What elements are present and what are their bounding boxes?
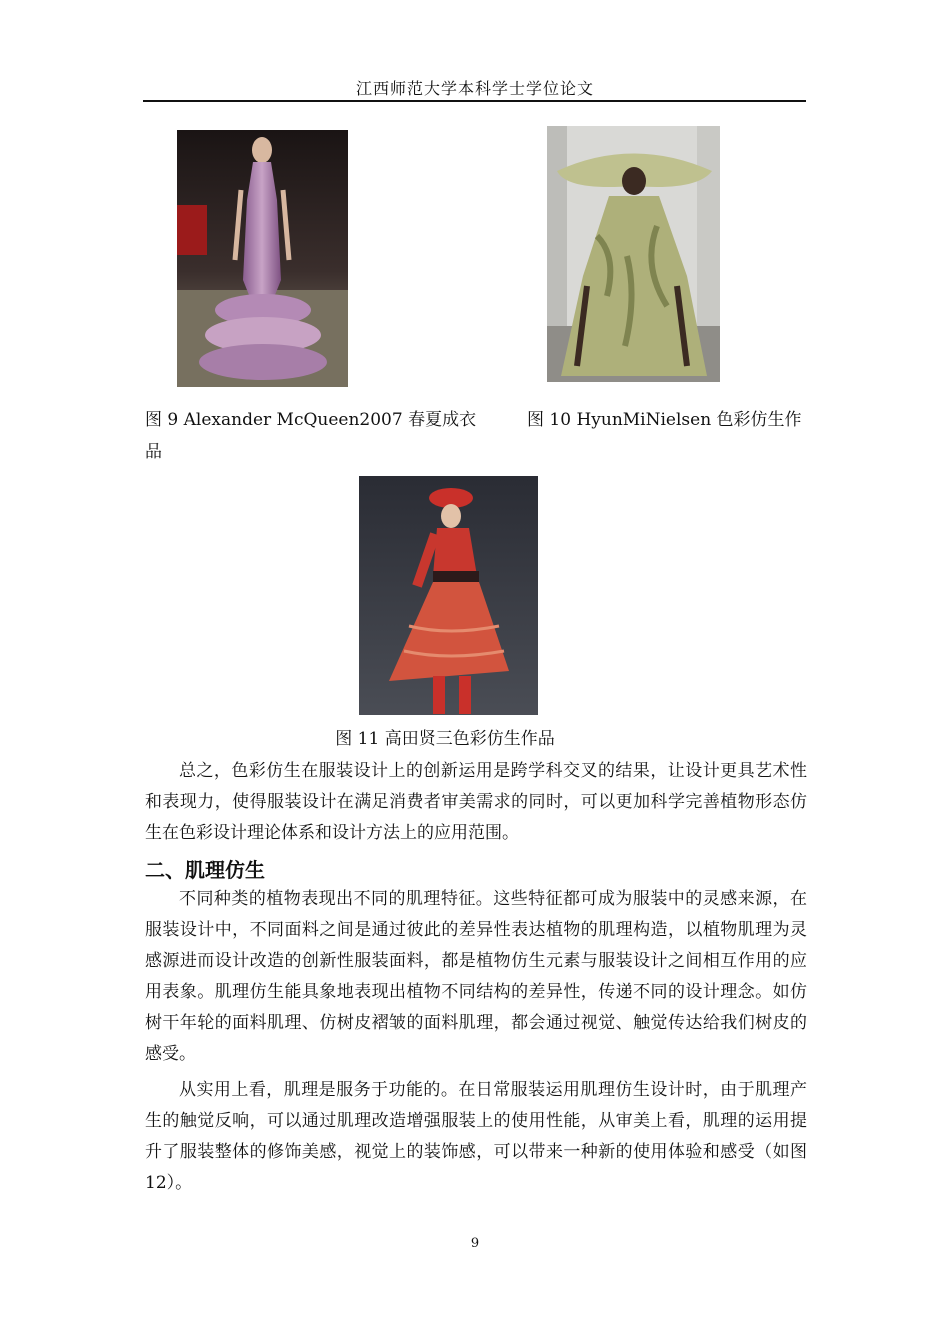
header-rule xyxy=(143,100,806,102)
figure-9-caption: 图 9 Alexander McQueen2007 春夏成衣品 xyxy=(145,410,477,462)
section-heading: 二、肌理仿生 xyxy=(145,858,265,882)
running-header: 江西师范大学本科学士学位论文 xyxy=(355,79,594,98)
figure-9-photo xyxy=(177,130,348,387)
figure-11-photo xyxy=(359,476,538,715)
figure-10-photo xyxy=(547,126,720,382)
figure-11-caption: 图 11 高田贤三色彩仿生作品 xyxy=(335,729,555,749)
paragraph-texture-intro: 不同种类的植物表现出不同的肌理特征。这些特征都可成为服装中的灵感来源，在服装设计中，不同面料之间是通过彼此的差异性表达植物的肌理构造，以植物肌理为灵感源进而设计改造的创新性服装面料，都是植物仿生元素与服装设计之间相互作用的应用表象。肌理仿生能具象地表现出植物不同结构的差异性，传递不同的设计理念。如仿树干年轮的面料肌理、仿树皮褶皱的面料肌理，都会通过视觉、触觉传达给我们树皮的感受。 xyxy=(145,889,807,1064)
figure-10-caption: 图 10 HyunMiNielsen 色彩仿生作 xyxy=(527,410,802,430)
page-number: 9 xyxy=(470,1236,480,1251)
paragraph-summary: 总之，色彩仿生在服装设计上的创新运用是跨学科交叉的结果，让设计更具艺术性和表现力，使得服装设计在满足消费者审美需求的同时，可以更加科学完善植物形态仿生在色彩设计理论体系和设计方法上的应用范围。 xyxy=(145,761,807,843)
paragraph-texture-function: 从实用上看，肌理是服务于功能的。在日常服装运用肌理仿生设计时，由于肌理产生的触觉反响，可以通过肌理改造增强服装上的使用性能，从审美上看，肌理的运用提升了服装整体的修饰美感，视觉上的装饰感，可以带来一种新的使用体验和感受（如图 12）。 xyxy=(145,1080,807,1193)
